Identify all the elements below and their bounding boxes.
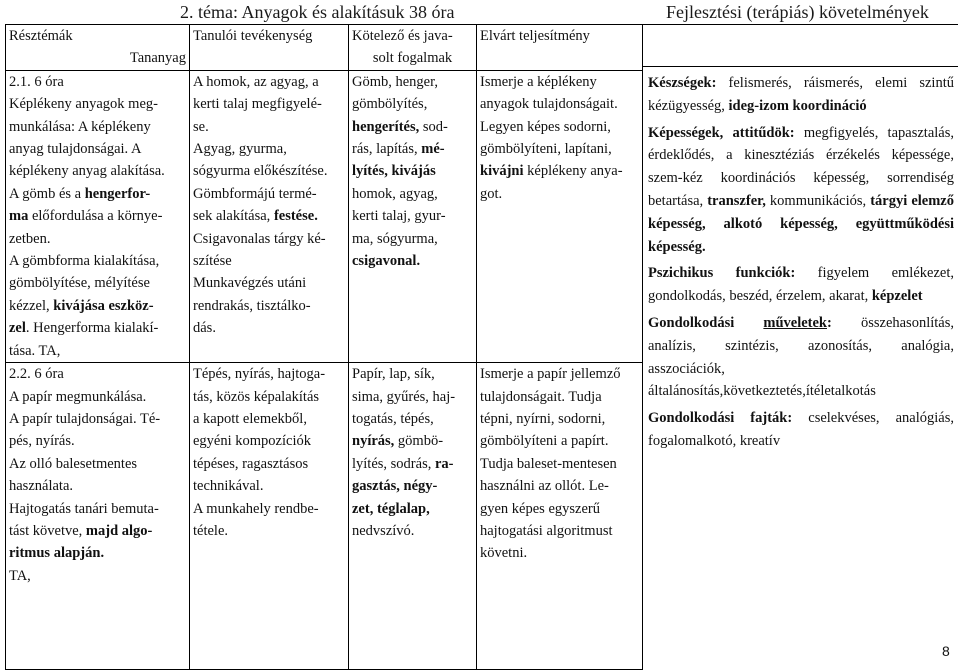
page-number: 8 xyxy=(942,643,950,659)
header-rule xyxy=(5,24,958,25)
dev-requirements-title: Fejlesztési (terápiás) követelmények xyxy=(666,2,929,22)
topic-title: 2. téma: Anyagok és alakításuk 38 óra xyxy=(180,2,455,22)
abilities-paragraph: Képességek, attitűdök: megfigyelés, tapasztalás, érdeklődés, a kinesztéziás érzékelés képessége, szem-kéz koordinációs képesség, sorrendiség betartása, transzfer, kommunikációs, tárgyi elemző képesség, alkotó képesség, együttműködési képesség. xyxy=(648,124,954,255)
thinking-operations-paragraph: Gondolkodási műveletek: összehasonlítás, analízis, szintézis, azonosítás, analógia, asszociációk, általánosítás,következtetés,ítéletalkotás xyxy=(648,314,954,400)
table-row xyxy=(6,363,643,670)
skills-paragraph: Készségek: felismerés, ráismerés, elemi szintű kézügyesség, ideg-izom koordináció xyxy=(648,75,954,114)
row2-expected-cell: Ismerje a papír jellemző tulajdonságait. Tudja tépni, nyírni, sodorni, gömbölyíteni a papírt. Tudja baleset-mentesen használni az ollót. Le- gyen képes egyszerű hajtogatási algoritmust követni. xyxy=(477,363,643,670)
table-header-row xyxy=(6,25,643,71)
table-row xyxy=(6,70,643,362)
row2-activity-cell: Tépés, nyírás, hajtoga- tás, közös képalakítás a kapott elemekből, egyéni kompozíciók tépéses, ragasztásos technikával. A munkahely rendbe- tétele. xyxy=(190,363,349,670)
row2-topics-cell: 2.2. 6 óra A papír megmunkálása. A papír tulajdonságai. Té- pés, nyírás. Az olló balesetmentes használata. Hajtogatás tanári bemuta- tást követve, majd algo- ritmus alapján. TA, xyxy=(6,363,190,670)
header-cell-topics: Résztémák Tananyag xyxy=(6,25,190,71)
header-bar xyxy=(0,0,960,24)
row1-topics-cell: 2.1. 6 óra Képlékeny anyagok meg- munkálása: A képlékeny anyag tulajdonságai. A képlékeny anyag alakítása. A gömb és a hengerfor- ma előfordulása a környe- zetben. A gömbforma kialakítása, gömbölyítése, mélyítése kézzel, kivájása eszköz- zel. Hengerforma kialakí- tása. TA, xyxy=(6,70,190,362)
header-cell-activity: Tanulói tevékenység xyxy=(190,25,349,71)
curriculum-table xyxy=(5,24,643,670)
psychic-functions-paragraph: Pszichikus funkciók: figyelem emlékezet, gondolkodás, beszéd, érzelem, akarat, képzelet xyxy=(648,265,954,305)
row1-concepts-cell: Gömb, henger, gömbölyítés, hengerítés, sod- rás, lapítás, mé- lyítés, kivájás homok, agyag, kerti talaj, gyur- ma, sógyurma, csigavonal. xyxy=(349,70,477,362)
row1-expected-cell: Ismerje a képlékeny anyagok tulajdonságait. Legyen képes sodorni, gömbölyíteni, lapítani, kivájni képlékeny anya- got. xyxy=(477,70,643,362)
row1-activity-cell: A homok, az agyag, a kerti talaj megfigyelé- se. Agyag, gyurma, sógyurma előkészítése. Gömbformájú termé- sek alakítása, festése. Csigavonalas tárgy ké- szítése Munkavégzés utáni rendrakás, tisztálko- dás. xyxy=(190,70,349,362)
header-cell-expected: Elvárt teljesítmény xyxy=(477,25,643,71)
row2-concepts-cell: Papír, lap, sík, sima, gyűrés, haj- togatás, tépés, nyírás, gömbö- lyítés, sodrás, ra- gasztás, négy- zet, téglalap, nedvszívó. xyxy=(349,363,477,670)
right-header-rule xyxy=(642,66,958,67)
development-requirements xyxy=(648,72,954,453)
thinking-types-paragraph: Gondolkodási fajták: cselekvéses, analógiás, fogalomalkotó, kreatív xyxy=(648,410,954,449)
header-cell-concepts: Kötelező és java- solt fogalmak xyxy=(349,25,477,71)
